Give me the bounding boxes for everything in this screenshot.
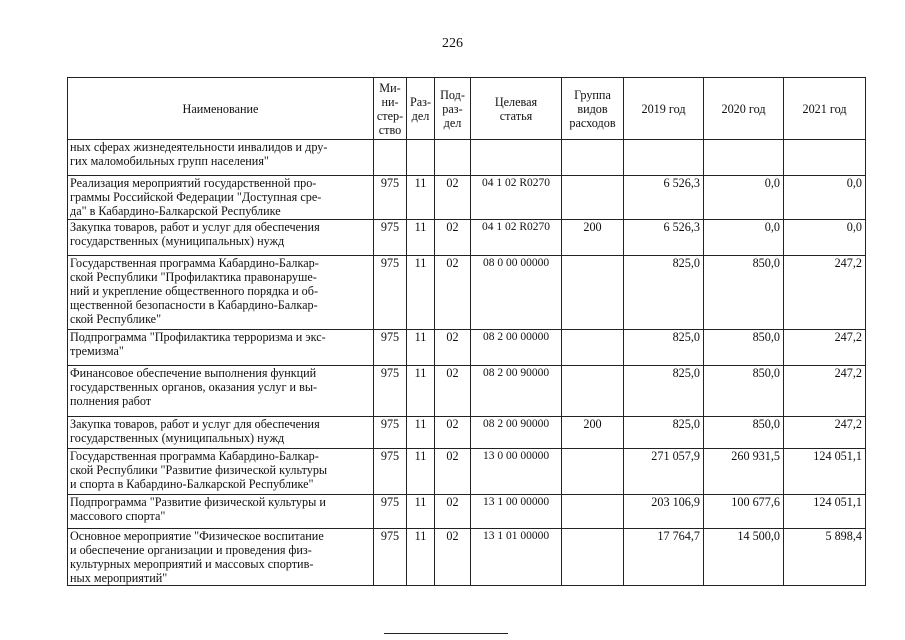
row-ministry <box>374 140 407 176</box>
row-subsection: 02 <box>435 256 471 330</box>
row-2021: 0,0 <box>784 220 866 256</box>
header-2019: 2019 год <box>624 78 704 140</box>
row-ministry: 975 <box>374 256 407 330</box>
row-section: 11 <box>407 220 435 256</box>
row-2021: 247,2 <box>784 366 866 417</box>
row-2020: 14 500,0 <box>704 529 784 586</box>
row-2019 <box>624 140 704 176</box>
table-row <box>68 256 866 330</box>
header-ministry: Ми- ни- стер- ство <box>374 78 407 140</box>
row-name: Подпрограмма "Развитие физической культуры и массового спорта" <box>68 495 374 529</box>
row-name: ных сферах жизнедеятельности инвалидов и дру- гих маломобильных групп населения" <box>68 140 374 176</box>
row-target: 04 1 02 R0270 <box>471 176 562 220</box>
table-row <box>68 140 866 176</box>
row-subsection: 02 <box>435 449 471 495</box>
row-name: Основное мероприятие "Физическое воспитание и обеспечение организации и проведения физ- культурных мероприятий и массовых спортив- ных мероприятий" <box>68 529 374 586</box>
row-group <box>562 449 624 495</box>
row-2019: 825,0 <box>624 366 704 417</box>
row-name: Государственная программа Кабардино-Балкар- ской Республики "Профилактика правонаруше- ний и укрепление общественного порядка и об- щественной безопасности в Кабардино-Балкар- ской Республике" <box>68 256 374 330</box>
row-group <box>562 256 624 330</box>
row-2019: 825,0 <box>624 417 704 449</box>
header-2021: 2021 год <box>784 78 866 140</box>
table-row <box>68 220 866 256</box>
row-2019: 6 526,3 <box>624 220 704 256</box>
header-2020: 2020 год <box>704 78 784 140</box>
row-ministry: 975 <box>374 220 407 256</box>
header-group: Группа видов расходов <box>562 78 624 140</box>
row-group: 200 <box>562 417 624 449</box>
row-2021: 247,2 <box>784 330 866 366</box>
row-subsection: 02 <box>435 495 471 529</box>
table-row <box>68 417 866 449</box>
row-section: 11 <box>407 417 435 449</box>
row-name: Закупка товаров, работ и услуг для обеспечения государственных (муниципальных) нужд <box>68 220 374 256</box>
row-2021: 247,2 <box>784 417 866 449</box>
row-group <box>562 366 624 417</box>
row-2019: 825,0 <box>624 256 704 330</box>
row-ministry: 975 <box>374 176 407 220</box>
row-ministry: 975 <box>374 330 407 366</box>
row-2020: 260 931,5 <box>704 449 784 495</box>
footer-rule <box>384 633 508 634</box>
row-2021: 247,2 <box>784 256 866 330</box>
row-2019: 6 526,3 <box>624 176 704 220</box>
row-2020: 100 677,6 <box>704 495 784 529</box>
row-subsection: 02 <box>435 220 471 256</box>
row-2019: 17 764,7 <box>624 529 704 586</box>
row-2021 <box>784 140 866 176</box>
table-row <box>68 449 866 495</box>
header-target: Целевая статья <box>471 78 562 140</box>
row-group <box>562 176 624 220</box>
row-target: 08 2 00 90000 <box>471 417 562 449</box>
row-section: 11 <box>407 366 435 417</box>
row-section: 11 <box>407 256 435 330</box>
row-target: 13 0 00 00000 <box>471 449 562 495</box>
row-group <box>562 529 624 586</box>
row-2019: 271 057,9 <box>624 449 704 495</box>
row-group <box>562 330 624 366</box>
row-subsection: 02 <box>435 176 471 220</box>
row-subsection: 02 <box>435 330 471 366</box>
table-row <box>68 366 866 417</box>
budget-table <box>67 77 866 586</box>
row-2020: 0,0 <box>704 220 784 256</box>
row-name: Реализация мероприятий государственной про- граммы Российской Федерации "Доступная сре- да" в Кабардино-Балкарской Республике <box>68 176 374 220</box>
row-ministry: 975 <box>374 529 407 586</box>
row-name: Финансовое обеспечение выполнения функций государственных органов, оказания услуг и вы- полнения работ <box>68 366 374 417</box>
header-name: Наименование <box>68 78 374 140</box>
row-2019: 203 106,9 <box>624 495 704 529</box>
row-2019: 825,0 <box>624 330 704 366</box>
row-target: 04 1 02 R0270 <box>471 220 562 256</box>
row-2020: 850,0 <box>704 417 784 449</box>
row-target: 08 2 00 00000 <box>471 330 562 366</box>
row-section <box>407 140 435 176</box>
row-2020: 850,0 <box>704 256 784 330</box>
table-row <box>68 330 866 366</box>
row-subsection: 02 <box>435 366 471 417</box>
row-ministry: 975 <box>374 495 407 529</box>
row-2020: 850,0 <box>704 330 784 366</box>
row-section: 11 <box>407 449 435 495</box>
row-2020 <box>704 140 784 176</box>
row-section: 11 <box>407 495 435 529</box>
table-header-row <box>68 78 866 140</box>
row-target: 13 1 00 00000 <box>471 495 562 529</box>
row-2021: 5 898,4 <box>784 529 866 586</box>
row-subsection: 02 <box>435 417 471 449</box>
row-2020: 0,0 <box>704 176 784 220</box>
row-section: 11 <box>407 176 435 220</box>
row-subsection <box>435 140 471 176</box>
row-ministry: 975 <box>374 449 407 495</box>
row-name: Закупка товаров, работ и услуг для обеспечения государственных (муниципальных) нужд <box>68 417 374 449</box>
table-row <box>68 495 866 529</box>
row-ministry: 975 <box>374 366 407 417</box>
header-section: Раз- дел <box>407 78 435 140</box>
row-target: 13 1 01 00000 <box>471 529 562 586</box>
row-section: 11 <box>407 529 435 586</box>
row-2021: 124 051,1 <box>784 495 866 529</box>
row-2020: 850,0 <box>704 366 784 417</box>
row-name: Государственная программа Кабардино-Балкар- ской Республики "Развитие физической культуры и спорта в Кабардино-Балкарской Республике" <box>68 449 374 495</box>
row-target: 08 2 00 90000 <box>471 366 562 417</box>
table-row <box>68 529 866 586</box>
table-row <box>68 176 866 220</box>
row-2021: 124 051,1 <box>784 449 866 495</box>
row-group: 200 <box>562 220 624 256</box>
row-target <box>471 140 562 176</box>
row-group <box>562 140 624 176</box>
page-number: 226 <box>442 36 463 51</box>
row-section: 11 <box>407 330 435 366</box>
row-name: Подпрограмма "Профилактика терроризма и экс- тремизма" <box>68 330 374 366</box>
row-subsection: 02 <box>435 529 471 586</box>
row-2021: 0,0 <box>784 176 866 220</box>
row-target: 08 0 00 00000 <box>471 256 562 330</box>
row-group <box>562 495 624 529</box>
row-ministry: 975 <box>374 417 407 449</box>
header-subsection: Под- раз- дел <box>435 78 471 140</box>
